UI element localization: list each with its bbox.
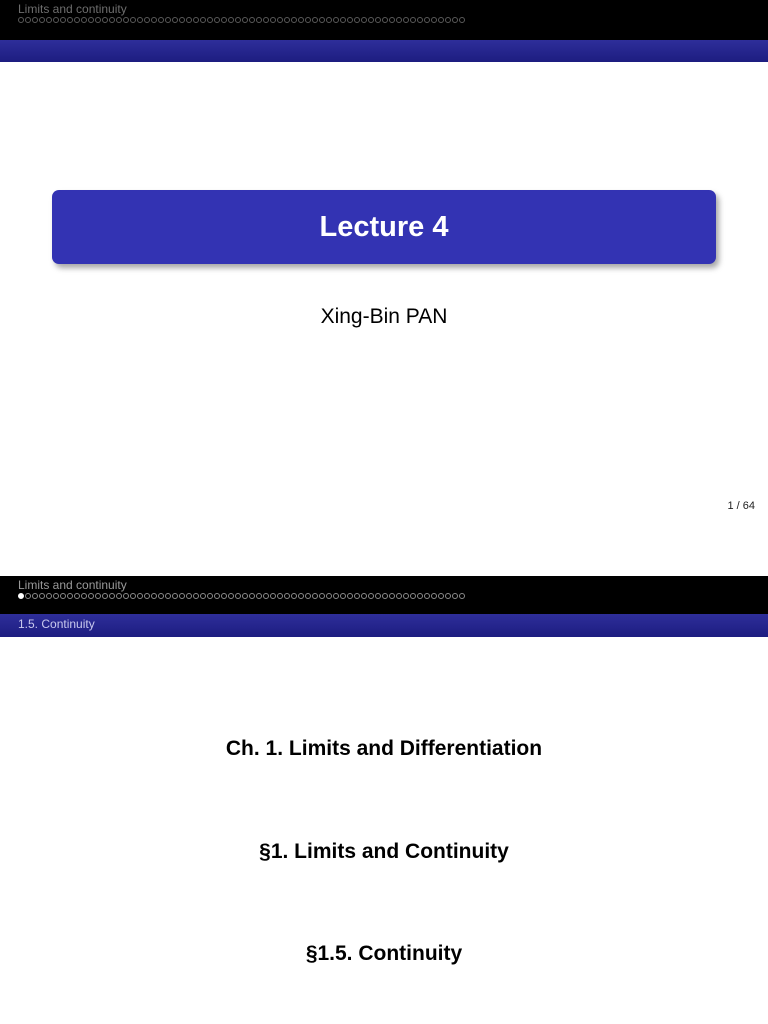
nav-dot[interactable] (396, 593, 402, 599)
nav-dot[interactable] (193, 593, 199, 599)
page-number: 1 / 64 (727, 500, 755, 512)
nav-dot[interactable] (291, 17, 297, 23)
nav-dot[interactable] (39, 17, 45, 23)
nav-dot[interactable] (305, 593, 311, 599)
nav-dot[interactable] (424, 17, 430, 23)
nav-dot[interactable] (354, 17, 360, 23)
nav-dot[interactable] (67, 593, 73, 599)
nav-dot[interactable] (123, 17, 129, 23)
nav-dot[interactable] (326, 17, 332, 23)
nav-dot[interactable] (186, 593, 192, 599)
nav-dot[interactable] (431, 593, 437, 599)
navigation-dots (18, 593, 466, 599)
nav-dot[interactable] (368, 17, 374, 23)
slide-title: Lecture 4 (319, 210, 449, 243)
nav-dot[interactable] (179, 593, 185, 599)
nav-dot[interactable] (354, 593, 360, 599)
nav-dot[interactable] (200, 593, 206, 599)
nav-dot[interactable] (445, 593, 451, 599)
nav-dot[interactable] (172, 17, 178, 23)
nav-dot[interactable] (298, 17, 304, 23)
nav-dot[interactable] (207, 593, 213, 599)
nav-dot[interactable] (417, 593, 423, 599)
nav-dot[interactable] (186, 17, 192, 23)
nav-dot[interactable] (207, 17, 213, 23)
nav-dot[interactable] (242, 593, 248, 599)
nav-dot[interactable] (179, 17, 185, 23)
nav-dot[interactable] (102, 593, 108, 599)
nav-dot[interactable] (459, 593, 465, 599)
navigation-dots (18, 17, 466, 23)
nav-dot[interactable] (410, 593, 416, 599)
nav-dot[interactable] (389, 593, 395, 599)
nav-dot[interactable] (165, 17, 171, 23)
nav-dot[interactable] (305, 17, 311, 23)
nav-dot[interactable] (214, 17, 220, 23)
nav-dot[interactable] (403, 593, 409, 599)
nav-dot[interactable] (277, 17, 283, 23)
nav-dot[interactable] (88, 593, 94, 599)
nav-dot[interactable] (67, 17, 73, 23)
subsection-bar (0, 614, 768, 637)
nav-dot[interactable] (158, 593, 164, 599)
nav-dot[interactable] (242, 17, 248, 23)
nav-dot[interactable] (53, 593, 59, 599)
nav-dot[interactable] (424, 593, 430, 599)
nav-dot[interactable] (32, 17, 38, 23)
header-section-title[interactable]: Limits and continuity (18, 578, 127, 592)
nav-dot[interactable] (368, 593, 374, 599)
nav-dot[interactable] (130, 593, 136, 599)
subsection-title[interactable]: 1.5. Continuity (18, 617, 95, 631)
nav-dot[interactable] (95, 17, 101, 23)
nav-dot[interactable] (438, 17, 444, 23)
nav-dot[interactable] (81, 593, 87, 599)
nav-dot[interactable] (333, 17, 339, 23)
author-name: Xing-Bin PAN (320, 305, 448, 328)
nav-dot[interactable] (102, 17, 108, 23)
nav-dot[interactable] (347, 593, 353, 599)
nav-dot[interactable] (396, 17, 402, 23)
nav-dot[interactable] (340, 17, 346, 23)
chapter-heading: Ch. 1. Limits and Differentiation (225, 737, 543, 760)
nav-dot[interactable] (291, 593, 297, 599)
nav-dot[interactable] (228, 593, 234, 599)
nav-dot[interactable] (382, 593, 388, 599)
nav-dot[interactable] (53, 17, 59, 23)
nav-dot[interactable] (452, 17, 458, 23)
nav-dot[interactable] (263, 17, 269, 23)
subsection-bar (0, 40, 768, 62)
nav-dot[interactable] (32, 593, 38, 599)
nav-dot[interactable] (382, 17, 388, 23)
header-bar (0, 0, 768, 40)
nav-dot[interactable] (375, 17, 381, 23)
nav-dot[interactable] (39, 593, 45, 599)
nav-dot[interactable] (74, 17, 80, 23)
nav-dot[interactable] (151, 593, 157, 599)
nav-dot[interactable] (221, 593, 227, 599)
nav-dot[interactable] (116, 17, 122, 23)
nav-dot[interactable] (249, 593, 255, 599)
nav-dot[interactable] (333, 593, 339, 599)
nav-dot[interactable] (284, 17, 290, 23)
nav-dot[interactable] (256, 17, 262, 23)
nav-dot[interactable] (144, 593, 150, 599)
nav-dot[interactable] (60, 17, 66, 23)
nav-dot[interactable] (361, 593, 367, 599)
header-bar (0, 576, 768, 614)
nav-dot[interactable] (326, 593, 332, 599)
nav-dot[interactable] (270, 17, 276, 23)
nav-dot[interactable] (319, 17, 325, 23)
nav-dot[interactable] (25, 593, 31, 599)
nav-dot[interactable] (431, 17, 437, 23)
nav-dot[interactable] (25, 17, 31, 23)
nav-dot[interactable] (340, 593, 346, 599)
nav-dot[interactable] (109, 593, 115, 599)
nav-dot[interactable] (137, 593, 143, 599)
title-box (52, 190, 716, 264)
nav-dot[interactable] (130, 17, 136, 23)
nav-dot[interactable] (319, 593, 325, 599)
subsection-heading: §1.5. Continuity (305, 942, 463, 965)
nav-dot[interactable] (403, 17, 409, 23)
slide-2 (0, 576, 768, 1024)
nav-dot[interactable] (109, 17, 115, 23)
nav-dot[interactable] (347, 17, 353, 23)
nav-dot[interactable] (221, 17, 227, 23)
nav-dot[interactable] (445, 17, 451, 23)
nav-dot[interactable] (459, 17, 465, 23)
nav-dot[interactable] (81, 17, 87, 23)
nav-dot[interactable] (277, 593, 283, 599)
nav-dot[interactable] (158, 17, 164, 23)
nav-dot[interactable] (284, 593, 290, 599)
nav-dot[interactable] (46, 593, 52, 599)
nav-dot[interactable] (249, 17, 255, 23)
nav-dot[interactable] (18, 17, 24, 23)
nav-dot[interactable] (452, 593, 458, 599)
nav-dot[interactable] (137, 17, 143, 23)
nav-dot[interactable] (298, 593, 304, 599)
nav-dot[interactable] (88, 17, 94, 23)
nav-dot[interactable] (151, 17, 157, 23)
nav-dot[interactable] (74, 593, 80, 599)
nav-dot[interactable] (228, 17, 234, 23)
nav-dot[interactable] (375, 593, 381, 599)
nav-dot[interactable] (438, 593, 444, 599)
nav-dot[interactable] (410, 17, 416, 23)
nav-dot[interactable] (46, 17, 52, 23)
nav-dot[interactable] (312, 593, 318, 599)
section-heading: §1. Limits and Continuity (259, 840, 509, 863)
nav-dot[interactable] (123, 593, 129, 599)
nav-dot[interactable] (235, 17, 241, 23)
nav-dot[interactable] (165, 593, 171, 599)
nav-dot[interactable] (116, 593, 122, 599)
nav-dot[interactable] (193, 17, 199, 23)
nav-dot[interactable] (263, 593, 269, 599)
nav-dot[interactable] (95, 593, 101, 599)
nav-dot[interactable] (361, 17, 367, 23)
nav-dot[interactable] (389, 17, 395, 23)
header-section-title[interactable]: Limits and continuity (18, 2, 127, 16)
nav-dot[interactable] (256, 593, 262, 599)
nav-dot[interactable] (60, 593, 66, 599)
nav-dot[interactable] (417, 17, 423, 23)
nav-dot[interactable] (235, 593, 241, 599)
nav-dot[interactable] (172, 593, 178, 599)
nav-dot[interactable] (270, 593, 276, 599)
nav-dot[interactable] (312, 17, 318, 23)
nav-dot[interactable] (144, 17, 150, 23)
nav-dot[interactable] (200, 17, 206, 23)
nav-dot[interactable] (214, 593, 220, 599)
nav-dot[interactable] (18, 593, 24, 599)
